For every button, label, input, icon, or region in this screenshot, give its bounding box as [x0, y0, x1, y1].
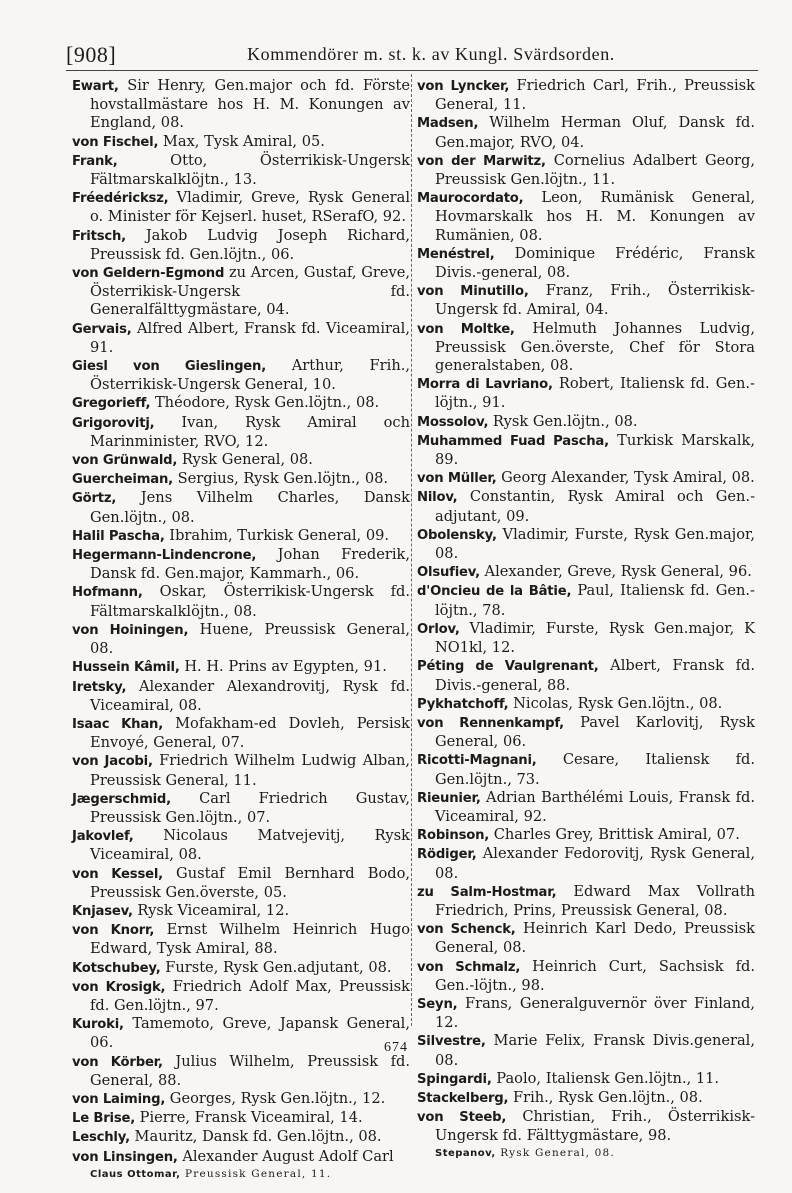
- entry-text: Pierre, Fransk Viceamiral, 14.: [135, 1109, 363, 1127]
- entry-text: Ivan, Rysk Amiral och Marinminister, RVO, 12.: [90, 413, 410, 450]
- entry: [417, 189, 755, 245]
- entry-text: Rysk General, 08.: [177, 451, 313, 469]
- entry-text: Leon, Rumänisk General, Hovmarskalk hos H. M. Konungen av Rumänien, 08.: [435, 189, 755, 244]
- entry-text: Sir Henry, Gen.major och fd. Förste hovstallmästare hos H. M. Konungen av England, 08.: [90, 77, 410, 132]
- entry-name: Ricotti-Magnani,: [417, 753, 537, 769]
- entry: [72, 621, 410, 658]
- entry-name: Isaac Khan,: [72, 716, 164, 732]
- entry: [72, 959, 410, 978]
- entry-name: Rödiger,: [417, 847, 477, 863]
- entry: [72, 227, 410, 264]
- entry: [417, 282, 755, 319]
- entry: [417, 657, 755, 694]
- entry-text: Ernst Wilhelm Heinrich Hugo Edward, Tysk Amiral, 88.: [90, 921, 410, 958]
- entry-name: Gregorieff,: [72, 396, 151, 412]
- entry-text: Otto, Österrikisk-Ungersk Fältmarskalklöjtn., 13.: [90, 151, 410, 189]
- entry-name: Guercheiman,: [72, 472, 173, 488]
- entry-text: Tamemoto, Greve, Japansk General, 06.: [90, 1015, 410, 1052]
- entry-name: Jakovlef,: [72, 829, 134, 845]
- entry-name: Knjasev,: [72, 903, 133, 919]
- entry-text: Frih., Rysk Gen.löjtn., 08.: [508, 1088, 703, 1106]
- entry-name: von Schmalz,: [417, 959, 521, 975]
- entry: [417, 958, 755, 995]
- entry: [417, 469, 755, 488]
- entry-text: Rysk Viceamiral, 12.: [132, 901, 290, 919]
- entry-name: von Knorr,: [72, 923, 155, 939]
- entry-name: Fréedéricksz,: [72, 191, 169, 207]
- entry: [72, 546, 410, 583]
- entry-name: von der Marwitz,: [417, 153, 546, 169]
- entry-name: Obolensky,: [417, 527, 497, 543]
- entry-name: Grigorovitj,: [72, 415, 155, 431]
- entry-text: Carl Friedrich Gustav, Preussisk Gen.löjtn., 07.: [90, 789, 410, 826]
- entry-name: Frank,: [72, 153, 118, 169]
- entry-name: Stepanov,: [435, 1147, 496, 1159]
- entry-name: von Steeb,: [417, 1110, 507, 1126]
- entry-name: Halil Pascha,: [72, 528, 165, 544]
- entry-name: Gervais,: [72, 321, 132, 337]
- entry-text: Frans, Generalguvernör över Finland, 12.: [435, 994, 755, 1032]
- entry: [417, 1070, 755, 1089]
- entry-text: Edward Max Vollrath Friedrich, Prins, Preussisk General, 08.: [435, 882, 755, 919]
- entry: [72, 357, 410, 394]
- entry-text: Oskar, Österrikisk-Ungersk fd. Fältmarskalklöjtn., 08.: [90, 583, 410, 620]
- entry-text: Mofakham-ed Dovleh, Persisk Envoyé, General, 07.: [90, 714, 411, 752]
- entry: [417, 695, 755, 714]
- entry-name: Maurocordato,: [417, 191, 524, 207]
- entry: [72, 414, 410, 451]
- entry-text: zu Arcen, Gustaf, Greve, Österrikisk-Ungersk fd. Generalfälttygmästare, 04.: [90, 264, 410, 319]
- entry: [417, 1108, 755, 1145]
- entry-text: Max, Tysk Amiral, 05.: [158, 132, 325, 150]
- running-title: Kommendörer m. st. k. av Kungl. Svärdsorden.: [247, 44, 615, 64]
- entry-text: Christian, Frih., Österrikisk-Ungersk fd. Fälttygmästare, 98.: [435, 1108, 755, 1145]
- entry-name: Kuroki,: [72, 1017, 124, 1033]
- entry-text: Alexander Fedorovitj, Rysk General, 08.: [435, 845, 755, 882]
- entry-name: Claus Ottomar,: [90, 1168, 181, 1180]
- entry-text: Mauritz, Dansk fd. Gen.löjtn., 08.: [129, 1128, 382, 1146]
- entry-name: Hegermann-Lindencrone,: [72, 548, 257, 564]
- entry: [417, 751, 755, 788]
- entry: [72, 320, 410, 357]
- entry-text: Preussisk General, 11.: [180, 1167, 332, 1180]
- entry: [417, 582, 755, 619]
- entry-name: Hofmann,: [72, 585, 143, 601]
- entry-name: Mossolov,: [417, 414, 489, 430]
- entry-name: d'Oncieu de la Bâtie,: [417, 584, 572, 600]
- entry: [417, 883, 755, 920]
- entry: [72, 902, 410, 921]
- entry-name: Jægerschmid,: [72, 791, 171, 807]
- entry: [417, 789, 755, 826]
- entry: [72, 489, 410, 526]
- entry-name: von Müller,: [417, 471, 497, 487]
- entry: [72, 865, 410, 902]
- entry-name: Menéstrel,: [417, 246, 495, 262]
- entry-name: von Hoiningen,: [72, 622, 189, 638]
- entry-text: Jens Vilhelm Charles, Dansk Gen.löjtn., 08.: [90, 489, 410, 526]
- entry-text: Robert, Italiensk fd. Gen.-löjtn., 91.: [435, 375, 755, 412]
- entry-text: Furste, Rysk Gen.adjutant, 08.: [160, 958, 392, 976]
- entry-name: von Fischel,: [72, 134, 159, 150]
- entry: [417, 1146, 755, 1161]
- entry: [72, 752, 410, 789]
- entry-text: Julius Wilhelm, Preussisk fd. General, 88.: [90, 1052, 410, 1089]
- entry-name: von Jacobi,: [72, 754, 153, 770]
- entry-name: von Körber,: [72, 1054, 163, 1070]
- entry: [72, 678, 410, 715]
- entry-text: Rysk General, 08.: [495, 1146, 615, 1159]
- entry-name: Robinson,: [417, 828, 490, 844]
- entry-name: Morra di Lavriano,: [417, 377, 553, 393]
- entry-text: Vladimir, Furste, Rysk Gen.major, K NO1kl, 12.: [435, 619, 755, 657]
- left-column: [72, 77, 410, 1182]
- entry: [72, 451, 410, 470]
- entry-text: Paul, Italiensk fd. Gen.-löjtn., 78.: [435, 582, 755, 619]
- entry-text: Adrian Barthélémi Louis, Fransk fd. Viceamiral, 92.: [435, 788, 755, 825]
- entry: [72, 583, 410, 620]
- entry: [417, 432, 755, 469]
- entry: [72, 715, 410, 752]
- entry-text: Cornelius Adalbert Georg, Preussisk Gen.löjtn., 11.: [435, 151, 755, 189]
- entry-text: Alexander August Adolf Carl: [177, 1147, 394, 1165]
- entry-text: Alexander, Greve, Rysk General, 96.: [479, 563, 752, 581]
- entry: [72, 394, 410, 413]
- entry: [72, 1053, 410, 1090]
- entry: [72, 1090, 410, 1109]
- entry: [72, 1148, 410, 1167]
- entry-text: Wilhelm Herman Oluf, Dansk fd. Gen.major, RVO, 04.: [435, 114, 755, 151]
- page-number: [908]: [66, 42, 117, 67]
- entry-text: Helmuth Johannes Ludvig, Preussisk Gen.överste, Chef för Stora generalstaben, 08.: [435, 319, 755, 375]
- entry-text: Pavel Karlovitj, Rysk General, 06.: [435, 713, 755, 751]
- header-rule: [66, 70, 758, 71]
- entry-text: Huene, Preussisk General, 08.: [90, 620, 410, 658]
- entry-name: Nilov,: [417, 490, 458, 506]
- entry-name: von Minutillo,: [417, 284, 529, 300]
- entry: [417, 320, 755, 376]
- entry-text: Heinrich Curt, Sachsisk fd. Gen.-löjtn., 98.: [435, 957, 755, 994]
- entry-text: Théodore, Rysk Gen.löjtn., 08.: [150, 394, 380, 412]
- entry-name: von Linsingen,: [72, 1149, 178, 1165]
- entry-name: Le Brise,: [72, 1111, 136, 1127]
- entry-text: Turkisk Marskalk, 89.: [435, 431, 755, 469]
- entry-name: Ewart,: [72, 79, 119, 94]
- entry-text: Marie Felix, Fransk Divis.general, 08.: [435, 1032, 755, 1069]
- entry-name: von Kessel,: [72, 866, 163, 882]
- entry-text: Dominique Frédéric, Fransk Divis.-general, 08.: [435, 244, 755, 282]
- entry-name: Péting de Vaulgrenant,: [417, 659, 599, 675]
- entry: [417, 152, 755, 189]
- entry-text: H. H. Prins av Egypten, 91.: [179, 658, 387, 676]
- entry: [72, 189, 410, 226]
- entry: [417, 620, 755, 657]
- entry-name: von Rennenkampf,: [417, 715, 564, 731]
- entry-text: Paolo, Italiensk Gen.löjtn., 11.: [491, 1069, 720, 1087]
- right-column: [417, 77, 755, 1161]
- entry-name: von Moltke,: [417, 321, 515, 337]
- entry: [417, 245, 755, 282]
- entry-text: Friedrich Carl, Frih., Preussisk General, 11.: [435, 77, 755, 114]
- entry-name: Madsen,: [417, 116, 479, 132]
- entry-name: Orlov,: [417, 621, 460, 637]
- entry: [417, 1089, 755, 1108]
- entry-text: Franz, Frih., Österrikisk-Ungersk fd. Amiral, 04.: [435, 282, 755, 319]
- entry-name: von Krosigk,: [72, 979, 166, 995]
- entry: [72, 264, 410, 320]
- entry-name: von Grünwald,: [72, 453, 178, 469]
- entry-name: Iretsky,: [72, 679, 127, 695]
- entry-text: Vladimir, Greve, Rysk General o. Minister för Kejserl. huset, RSerafO, 92.: [90, 189, 410, 226]
- entry: [72, 77, 410, 133]
- entry-name: Leschly,: [72, 1130, 130, 1146]
- entry: [72, 152, 410, 189]
- entry-text: Rysk Gen.löjtn., 08.: [488, 412, 638, 430]
- entry: [72, 1167, 410, 1182]
- entry-name: Muhammed Fuad Pascha,: [417, 433, 609, 449]
- entry: [417, 826, 755, 845]
- entry: [417, 995, 755, 1032]
- entry-name: zu Salm-Hostmar,: [417, 884, 557, 900]
- entry-name: Seyn,: [417, 996, 458, 1012]
- entry: [417, 413, 755, 432]
- entry-text: Arthur, Frih., Österrikisk-Ungersk General, 10.: [90, 357, 410, 394]
- entry: [72, 1128, 410, 1147]
- entry-name: Rieunier,: [417, 790, 481, 806]
- entry-text: Johan Frederik, Dansk fd. Gen.major, Kammarh., 06.: [90, 546, 410, 583]
- entry: [72, 470, 410, 489]
- entry-name: Fritsch,: [72, 228, 126, 244]
- entry-text: Ibrahim, Turkisk General, 09.: [164, 526, 390, 544]
- entry-text: Nicolas, Rysk Gen.löjtn., 08.: [508, 694, 723, 712]
- entry-text: Heinrich Karl Dedo, Preussisk General, 08.: [435, 920, 755, 957]
- entry-name: Giesl von Gieslingen,: [72, 359, 267, 375]
- entry: [72, 921, 410, 958]
- entry: [72, 827, 410, 864]
- entry-text: Jakob Ludvig Joseph Richard, Preussisk fd. Gen.löjtn., 06.: [90, 226, 410, 263]
- entry-text: Friedrich Wilhelm Ludwig Alban, Preussisk General, 11.: [90, 752, 410, 789]
- entry: [417, 526, 755, 563]
- column-divider: [411, 74, 413, 1026]
- entry: [417, 77, 755, 114]
- entry-text: Vladimir, Furste, Rysk Gen.major, 08.: [435, 525, 755, 563]
- entry-name: Spingardi,: [417, 1071, 492, 1087]
- entry-name: Silvestre,: [417, 1034, 486, 1050]
- page-folio: 674: [384, 1040, 408, 1055]
- entry: [72, 527, 410, 546]
- entry-name: Olsufiev,: [417, 565, 480, 581]
- entry-name: von Laiming,: [72, 1091, 166, 1107]
- entry-name: Görtz,: [72, 491, 117, 507]
- entry: [417, 714, 755, 751]
- entry-text: Nicolaus Matvejevitj, Rysk Viceamiral, 08.: [90, 827, 410, 864]
- entry-name: Stackelberg,: [417, 1090, 509, 1106]
- entry: [72, 133, 410, 152]
- entry: [72, 978, 410, 1015]
- entry-name: von Geldern-Egmond: [72, 266, 225, 282]
- entry-text: Friedrich Adolf Max, Preussisk fd. Gen.löjtn., 97.: [90, 977, 410, 1014]
- entry-text: Georg Alexander, Tysk Amiral, 08.: [496, 469, 755, 487]
- entry-name: von Schenck,: [417, 922, 516, 938]
- entry-text: Albert, Fransk fd. Divis.-general, 88.: [435, 657, 755, 694]
- entry: [417, 845, 755, 882]
- entry-text: Georges, Rysk Gen.löjtn., 12.: [165, 1089, 386, 1107]
- page-header: [66, 42, 756, 72]
- entry: [72, 658, 410, 677]
- entry: [417, 920, 755, 957]
- entry-name: von Lyncker,: [417, 79, 510, 94]
- entry-text: Charles Grey, Brittisk Amiral, 07.: [489, 826, 740, 844]
- entry-text: Gustaf Emil Bernhard Bodo, Preussisk Gen.överste, 05.: [90, 864, 410, 901]
- entry-text: Alexander Alexandrovitj, Rysk fd. Viceamiral, 08.: [90, 677, 410, 714]
- entry-text: Sergius, Rysk Gen.löjtn., 08.: [172, 470, 389, 488]
- entry-text: Cesare, Italiensk fd. Gen.löjtn., 73.: [435, 751, 755, 788]
- entry: [417, 114, 755, 151]
- entry: [72, 1109, 410, 1128]
- entry-text: Constantin, Rysk Amiral och Gen.-adjutant, 09.: [435, 488, 755, 525]
- entry: [72, 790, 410, 827]
- entry-name: Hussein Kâmil,: [72, 660, 180, 676]
- entry-name: Kotschubey,: [72, 960, 161, 976]
- entry-text: Alfred Albert, Fransk fd. Viceamiral, 91.: [90, 319, 410, 356]
- entry: [417, 375, 755, 412]
- entry: [417, 563, 755, 582]
- entry: [417, 488, 755, 525]
- entry-name: Pykhatchoff,: [417, 696, 509, 712]
